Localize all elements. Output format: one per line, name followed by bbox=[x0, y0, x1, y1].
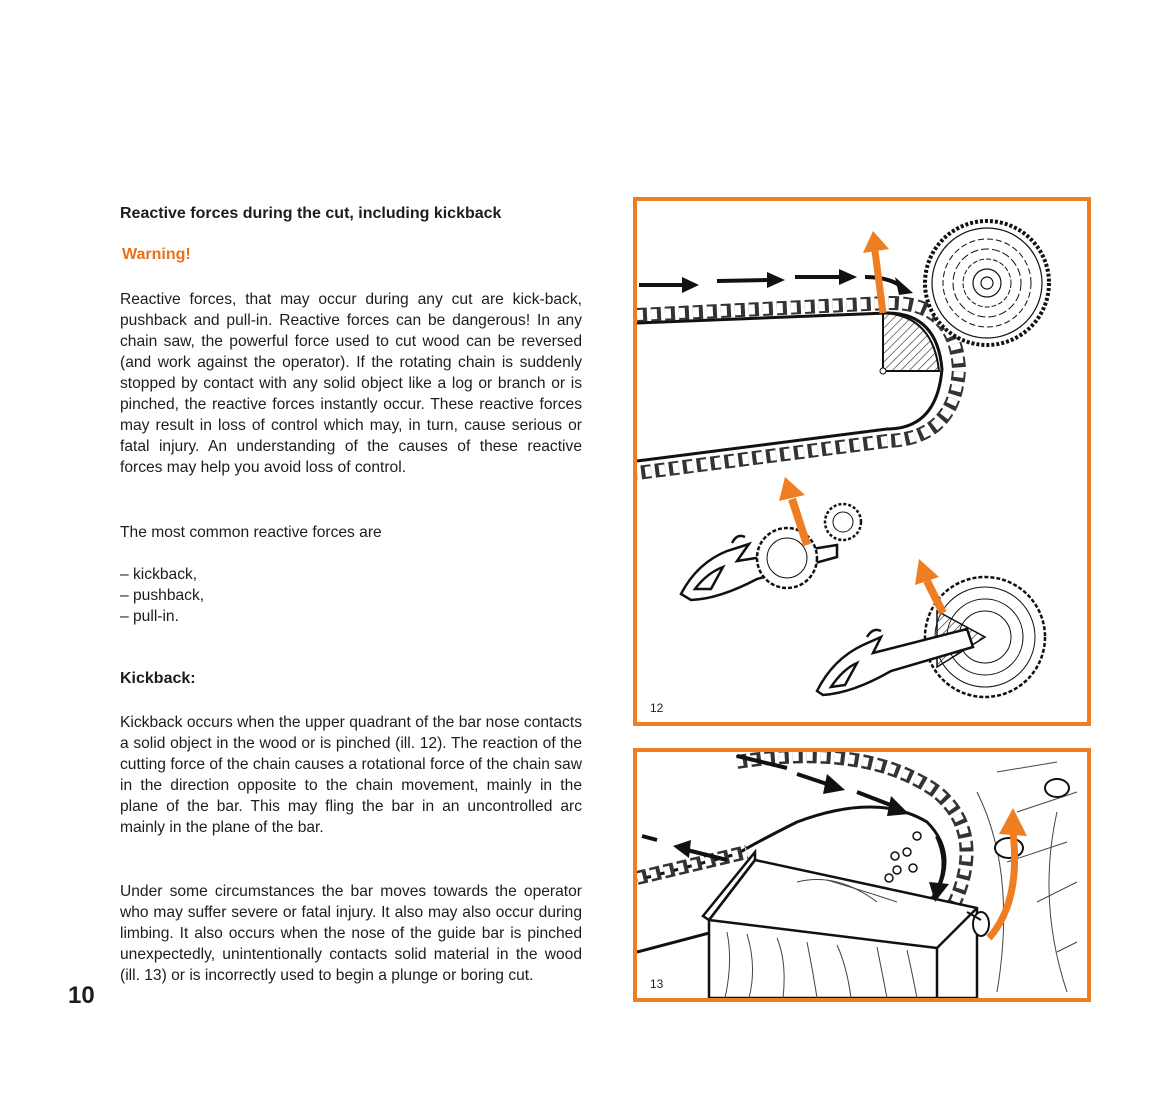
figure-13-number: 13 bbox=[650, 977, 664, 991]
intro-paragraph: Reactive forces, that may occur during any cut are kick-back, pushback and pull-in. Reactive forces can be dangerous! In any chain saw, the powerful force used to cut wood can be reversed (and work against the operator). If the rotating chain is suddenly stopped by contact with any solid object like a log or branch or is pinched, the reactive forces instantly occur. These reactive forces may result in loss of control which may, in turn, cause serious or fatal injury. An understanding of the causes of these reactive forces may help you avoid loss of control. bbox=[120, 291, 582, 476]
reactive-forces-list bbox=[120, 564, 582, 627]
page-number: 10 bbox=[68, 982, 95, 1009]
pinched-nose-illustration bbox=[637, 752, 1087, 998]
kickback-zone-illustration bbox=[637, 201, 1087, 722]
kickback-paragraph-2: Under some circumstances the bar moves towards the operator who may suffer severe or fatal injury. It also may also occur during limbing. It also occurs when the nose of the guide bar is pinched unexpectedly, unintentionally contacts solid material in the wood (ill. 13) or is incorrectly used to begin a plunge or boring cut. bbox=[120, 883, 582, 984]
list-item: – kickback, bbox=[120, 566, 198, 583]
kickback-title: Kickback: bbox=[120, 670, 196, 687]
list-item: – pushback, bbox=[120, 587, 205, 604]
list-item: – pull-in. bbox=[120, 608, 179, 625]
figure-12-number: 12 bbox=[650, 701, 664, 715]
warning-label: Warning! bbox=[122, 246, 191, 263]
list-intro: The most common reactive forces are bbox=[120, 524, 382, 541]
kickback-paragraph-1: Kickback occurs when the upper quadrant of the bar nose contacts a solid object in the wood or is pinched (ill. 12). The reaction of the cutting force of the chain causes a rotational force of the chain saw in the direction opposite to the chain movement, mainly in the plane of the bar. This may fling the bar in an uncontrolled arc mainly in the plane of the bar. bbox=[120, 714, 582, 836]
figure-13 bbox=[633, 748, 1091, 1002]
figure-12 bbox=[633, 197, 1091, 726]
section-title: Reactive forces during the cut, including kickback bbox=[120, 205, 502, 222]
